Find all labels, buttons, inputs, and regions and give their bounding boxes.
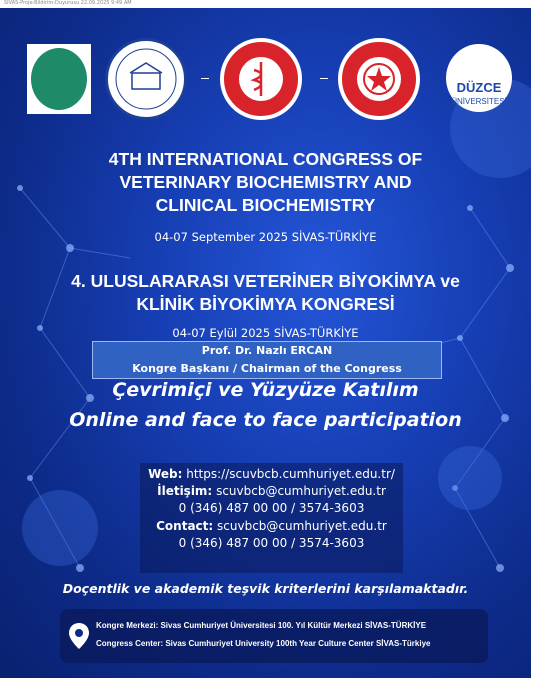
title-turkish: [0, 270, 531, 316]
title-tr-line: 4. ULUSLARARASI VETERİNER BİYOKİMYA ve: [71, 271, 460, 291]
right-margin: [531, 8, 541, 678]
veterinary-faculty-caduceus-icon: [220, 38, 302, 120]
seal-icon: [342, 42, 416, 116]
contact-iletisim-line: [140, 484, 403, 498]
iletisim-phone: 0 (346) 487 00 00 / 3574-3603: [178, 501, 365, 515]
title-en-line: VETERINARY BIOCHEMISTRY AND: [119, 172, 412, 192]
contact-box: [140, 463, 403, 573]
top-strip: [0, 0, 541, 8]
contact-phone: 0 (346) 487 00 00 / 3574-3603: [178, 536, 365, 550]
venue-turkish: Kongre Merkezi: Sivas Cumhuriyet Üniversitesi 100. Yıl Kültür Merkezi SİVAS-TÜRKİYE: [96, 621, 427, 630]
iletisim-email-link[interactable]: scuvbcb@cumhuriyet.edu.tr: [216, 484, 386, 498]
web-label: Web:: [148, 467, 183, 481]
chair-box: [92, 341, 442, 379]
title-en-line: 4TH INTERNATIONAL CONGRESS OF: [108, 149, 423, 169]
venue-english: Congress Center: Sivas Cumhuriyet University 100th Year Culture Center SİVAS-Türkiye: [96, 639, 431, 648]
top-note: SIVAS-Proje-Bildirim-Duyurusu 22.09.2025 9:49 AM: [4, 0, 132, 6]
title-english: [0, 148, 531, 217]
participation-turkish: Çevrimiçi ve Yüzyüze Katılım: [112, 379, 419, 401]
web-link[interactable]: https://scuvbcb.cumhuriyet.edu.tr/: [186, 467, 395, 481]
iletisim-label: İletişim:: [157, 484, 213, 498]
date-turkish: 04-07 Eylül 2025 SİVAS-TÜRKİYE: [172, 326, 359, 340]
sivas-cumhuriyet-university-seal-icon: [338, 38, 420, 120]
logo-separator: [201, 78, 209, 79]
caduceus-icon: [224, 42, 298, 116]
poster-background: [0, 8, 531, 678]
logo-separator: [320, 78, 328, 79]
balikesir-university-seal-icon: [31, 48, 87, 110]
contact-en-line: [140, 519, 403, 533]
balikesir-university-logo: [27, 44, 91, 114]
title-en-line: CLINICAL BIOCHEMISTRY: [155, 195, 376, 215]
duzce-logo-line2: ÜNİVERSİTESİ: [451, 97, 507, 106]
accreditation-note: Doçentlik ve akademik teşvik kriterlerini karşılamaktadır.: [62, 581, 469, 596]
chair-role: Kongre Başkanı / Chairman of the Congress: [132, 362, 402, 375]
venue-box: [60, 609, 488, 663]
contact-web-line: [140, 467, 403, 481]
location-pin-icon: [68, 622, 90, 650]
title-tr-line: KLİNİK BİYOKİMYA KONGRESİ: [136, 294, 395, 314]
contact-email-link[interactable]: scuvbcb@cumhuriyet.edu.tr: [217, 519, 387, 533]
chair-name: Prof. Dr. Nazlı ERCAN: [201, 344, 333, 357]
sivas-cumhuriyet-university-building-icon: [105, 38, 187, 120]
participation-english: Online and face to face participation: [69, 409, 462, 431]
duzce-logo-line1: DÜZCE: [456, 80, 502, 95]
building-icon: [108, 41, 184, 117]
date-english: 04-07 September 2025 SİVAS-TÜRKİYE: [154, 230, 377, 244]
duzce-university-logo-icon: [446, 44, 512, 112]
contact-label: Contact:: [156, 519, 214, 533]
